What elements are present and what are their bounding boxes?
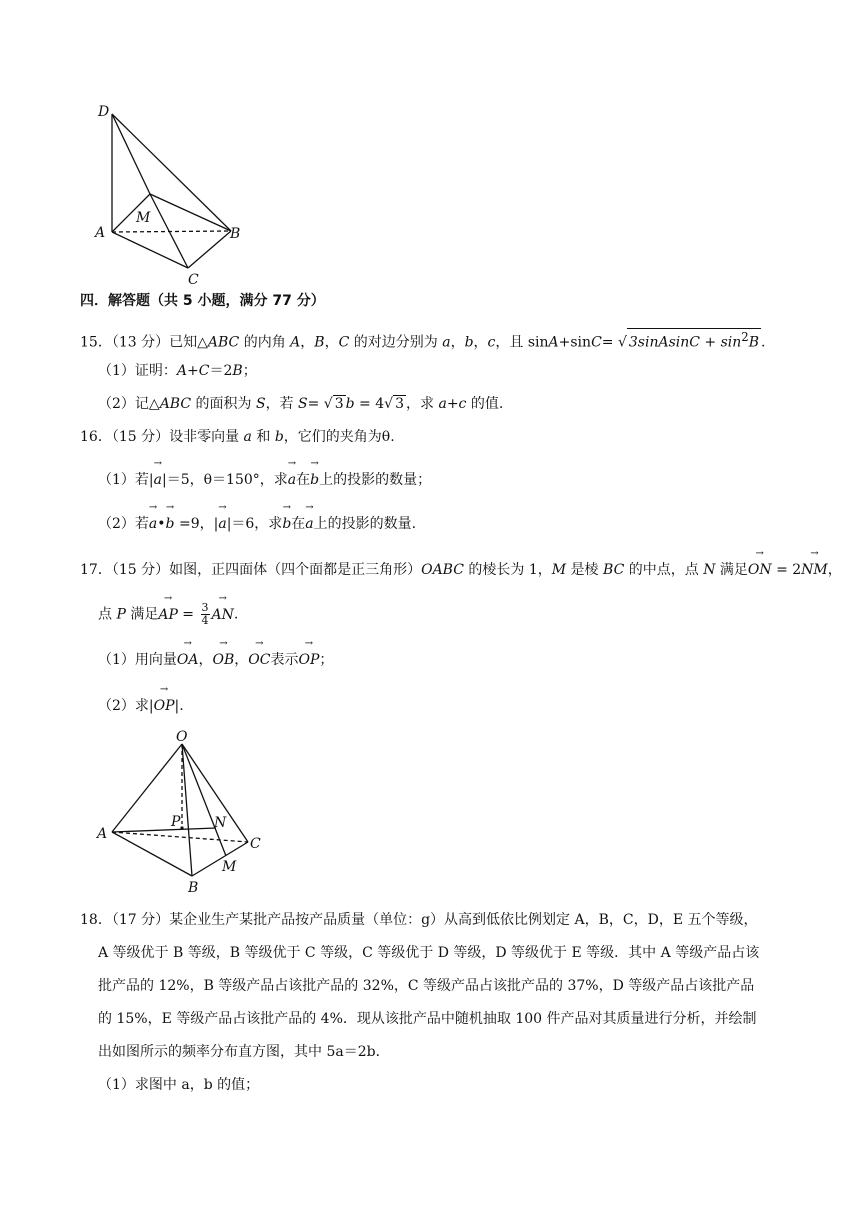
figure-tetrahedron-oabc [92, 728, 272, 896]
figure-pyramid-dabc [90, 98, 250, 288]
figure2-label-b: B [188, 880, 199, 896]
question-15: 15．（13 分）已知△ABC 的内角 A，B，C 的对边分别为 a，b，c，且 sinA+sinC= √ 3sinAsinC + $\sin^2B$ . [80, 330, 766, 351]
question-15-part-1: （1）证明：A+C＝2B； [98, 363, 257, 379]
question-18-line-1: 18．（17 分）某企业生产某批产品按产品质量（单位：g）从高到低依比例划定 A，B，C，D，E 五个等级， [80, 912, 758, 928]
question-17-part-2: （2）求|→ OP|. [98, 696, 184, 716]
figure2-label-c: C [250, 836, 261, 852]
fraction-3-4: $\frac{3}{4}$ [201, 601, 209, 627]
question-16: 16．（15 分）设非零向量 a 和 b，它们的夹角为θ. [80, 429, 395, 445]
figure1-label-c: C [188, 272, 199, 288]
section-heading: 四．解答题（共 5 小题，满分 77 分） [80, 293, 325, 309]
question-17: 17．（15 分）如图，正四面体（四个面都是正三角形）OABC 的棱长为 1，M 是棱 BC 的中点，点 N 满足→ ON = 2→ NM， [80, 560, 842, 580]
question-18-part-1: （1）求图中 a，b 的值； [98, 1077, 260, 1093]
figure2-label-o: O [176, 729, 188, 745]
question-17-line-2: 点 P 满足→ AP = $\frac{3}{4}$ → AN. [98, 602, 238, 627]
question-18-line-3: 批产品的 12%，B 等级产品占该批产品的 32%，C 等级产品占该批产品的 37%，D 等级产品占该批产品 [98, 978, 755, 994]
question-18-line-2: A 等级优于 B 等级，B 等级优于 C 等级，C 等级优于 D 等级，D 等级优于 E 等级．其中 A 等级产品占该 [98, 945, 760, 961]
figure1-label-m: M [136, 210, 151, 226]
question-17-part-1: （1）用向量→ OA，→ OB，→ OC表示→ OP； [98, 650, 333, 670]
figure1-label-b: B [230, 226, 241, 242]
question-18-line-4: 的 15%，E 等级产品占该批产品的 4%．现从该批产品中随机抽取 100 件产品对其质量进行分析，并绘制 [98, 1011, 757, 1027]
figure1-label-d: D [98, 104, 110, 120]
sqrt-expression: √ 3sinAsinC + $\sin^2B$ [617, 330, 760, 351]
figure1-label-a: A [95, 225, 106, 241]
question-16-part-1: （1）若|→ a|＝5，θ＝150°，求→ a在→ b上的投影的数量； [98, 470, 431, 490]
figure2-label-n: N [214, 815, 227, 831]
figure2-label-m: M [222, 859, 237, 875]
figure2-label-a: A [97, 826, 108, 842]
figure2-label-p: P [171, 814, 181, 830]
question-18-line-5: 出如图所示的频率分布直方图，其中 5a＝2b． [98, 1044, 390, 1060]
question-16-part-2: （2）若→ a•→ b =9，|→ a|＝6，求→ b在→ a上的投影的数量. [98, 514, 416, 534]
question-15-part-2: （2）记△ABC 的面积为 S，若 S= √ 3 b = 4√ 3 ，求 a+c 的值. [98, 396, 504, 412]
